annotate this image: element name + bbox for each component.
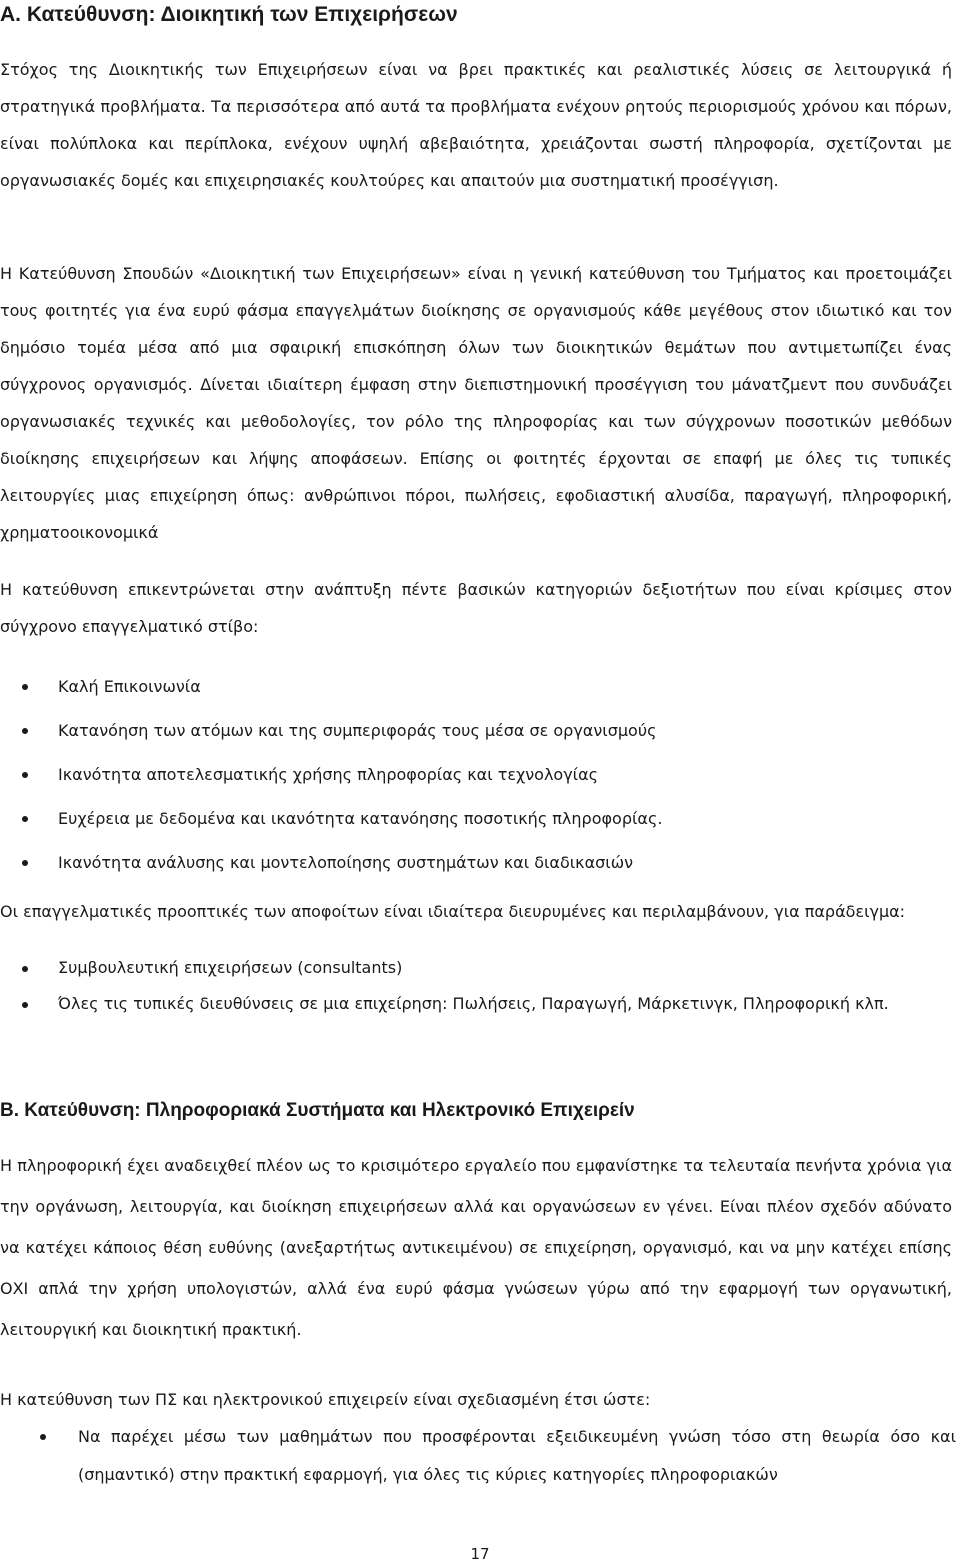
- section-a-label: Α.: [0, 3, 21, 26]
- section-a-paragraph-2: Η Κατεύθυνση Σπουδών «Διοικητική των Επιχειρήσεων» είναι η γενική κατεύθυνση του Τμήματος και προετοιμάζει τους φοιτητές για ένα ευρύ φάσμα επαγγελμάτων διοίκησης σε οργανισμούς κάθε μεγέθους στον ιδιωτικό και τον δημόσιο τομέα μέσα από μια σφαιρική επισκόπηση όλων των διοικητικών θεμάτων που αντιμετωπίζει ένας σύγχρονος οργανισμός. Δίνεται ιδιαίτερη έμφαση στην διεπιστημονική προσέγγιση του μάνατζμεντ που συνδυάζει οργανωσιακές τεχνικές και μεθοδολογίες, τον ρόλο της πληροφορίας και των σύγχρονων ποσοτικών μεθόδων διοίκησης επιχειρήσεων και λήψης αποφάσεων. Επίσης οι φοιτητές έρχονται σε επαφή με όλες τις τυπικές λειτουργίες μιας επιχείρηση όπως: ανθρώπινοι πόροι, πωλήσεις, εφοδιαστική αλυσίδα, παραγωγή, πληροφορική, χρηματοοικονομικά: [0, 264, 952, 542]
- list-item: Ικανότητα αποτελεσματικής χρήσης πληροφορίας και τεχνολογίας: [0, 753, 956, 797]
- bullet-icon: [22, 860, 28, 866]
- section-a-heading: [0, 2, 458, 28]
- section-a-paragraph-1: Στόχος της Διοικητικής των Επιχειρήσεων είναι να βρει πρακτικές και ρεαλιστικές λύσεις σε λειτουργικά ή στρατηγικά προβλήματα. Τα περισσότερα από αυτά τα προβλήματα ενέχουν ρητούς περιορισμούς χρόνου και πόρων, είναι πολύπλοκα και περίπλοκα, ενέχουν υψηλή αβεβαιότητα, χρειάζονται σωστή πληροφορία, σχετίζονται με οργανωσιακές δομές και επιχειρησιακές κουλτούρες και απαιτούν μια συστηματική προσέγγιση.: [0, 60, 952, 190]
- list-item: Ικανότητα ανάλυσης και μοντελοποίησης συστημάτων και διαδικασιών: [0, 841, 956, 885]
- bullet-icon: [22, 772, 28, 778]
- list-item: Κατανόηση των ατόμων και της συμπεριφοράς τους μέσα σε οργανισμούς: [0, 709, 956, 753]
- skills-list: [0, 665, 956, 885]
- section-b-paragraph-2: Η κατεύθυνση των ΠΣ και ηλεκτρονικού επιχειρείν είναι σχεδιασμένη έτσι ώστε:: [0, 1390, 651, 1409]
- section-a-title: Κατεύθυνση: Διοικητική των Επιχειρήσεων: [26, 3, 458, 26]
- list-item: Ευχέρεια με δεδομένα και ικανότητα κατανόησης ποσοτικής πληροφορίας.: [0, 797, 956, 841]
- list-item: Να παρέχει μέσω των μαθημάτων που προσφέρονται εξειδικευμένη γνώση τόσο στη θεωρία όσο και (σημαντικό) στην πρακτική εφαρμογή, για όλες τις κύριες κατηγορίες πληροφοριακών: [0, 1418, 960, 1494]
- list-item: Συμβουλευτική επιχειρήσεων (consultants): [0, 950, 956, 986]
- careers-list: [0, 950, 956, 1022]
- section-b-heading: [0, 1098, 635, 1124]
- bullet-icon: [22, 1002, 28, 1008]
- bullet-icon: [22, 816, 28, 822]
- section-b-paragraph-1: Η πληροφορική έχει αναδειχθεί πλέον ως το κρισιμότερο εργαλείο που εμφανίστηκε τα τελευταία πενήντα χρόνια για την οργάνωση, λειτουργία, και διοίκηση επιχειρήσεων αλλά και οργανώσεων εν γένει. Είναι πλέον σχεδόν αδύνατο να κατέχει κάποιος θέση ευθύνης (ανεξαρτήτως αντικειμένου) σε επιχείρηση, οργανισμό, και να μην κατέχει επίσης ΟΧΙ απλά την χρήση υπολογιστών, αλλά ένα ευρύ φάσμα γνώσεων γύρω από την εφαρμογή των οργανωτική, λειτουργική και διοικητική πρακτική.: [0, 1156, 952, 1339]
- bullet-icon: [40, 1434, 46, 1440]
- section-b-title: Κατεύθυνση: Πληροφοριακά Συστήματα και Ηλεκτρονικό Επιχειρείν: [24, 1100, 635, 1121]
- section-b-label: Β.: [0, 1100, 19, 1121]
- section-a-paragraph-3: Η κατεύθυνση επικεντρώνεται στην ανάπτυξη πέντε βασικών κατηγοριών δεξιοτήτων που είναι κρίσιμες στον σύγχρονο επαγγελματικό στίβο:: [0, 580, 952, 636]
- section-a-paragraph-4: Οι επαγγελματικές προοπτικές των αποφοίτων είναι ιδιαίτερα διευρυμένες και περιλαμβάνουν, για παράδειγμα:: [0, 902, 906, 921]
- list-item: Καλή Επικοινωνία: [0, 665, 956, 709]
- bullet-icon: [22, 966, 28, 972]
- list-item: Όλες τις τυπικές διευθύνσεις σε μια επιχείρηση: Πωλήσεις, Παραγωγή, Μάρκετινγκ, Πληροφορική κλπ.: [0, 986, 956, 1022]
- bullet-icon: [22, 684, 28, 690]
- page-number: 17: [470, 1545, 490, 1563]
- goals-list: [0, 1418, 960, 1494]
- bullet-icon: [22, 728, 28, 734]
